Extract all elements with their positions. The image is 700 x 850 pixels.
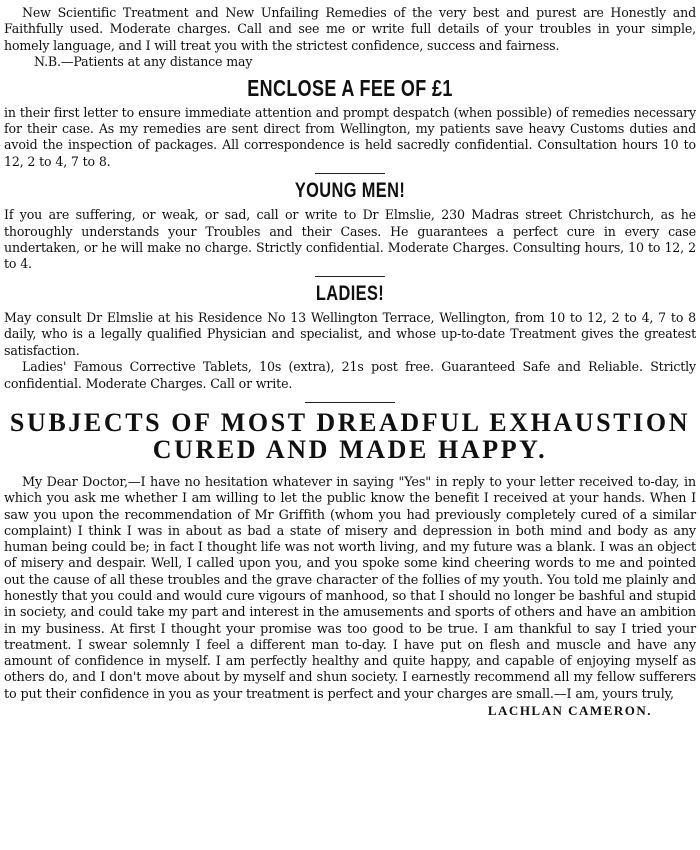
intro-paragraph: New Scientific Treatment and New Unfailing Remedies of the very best and purest are Honestly and Faithfully used. Moderate charges. Call and see me or write full details of your troubles in your simple, homely language, and I will treat you with the strictest confidence, success and fairness. xyxy=(4,5,696,53)
fee-paragraph: in their first letter to ensure immediate attention and prompt despatch (when possible) of remedies necessary for their case. As my remedies are sent direct from Wellington, my patients save heavy Customs duties and avoid the inspection of packages. All correspondence is held sacredly confidential. Consultation hours 10 to 12, 2 to 4, 7 to 8. xyxy=(4,104,696,169)
young-men-heading: YOUNG MEN! xyxy=(294,179,406,203)
nb-note: N.B.—Patients at any distance may xyxy=(34,54,253,70)
testimonial-title-line1: SUBJECTS OF MOST DREADFUL EXHAUSTION xyxy=(9,407,691,437)
young-men-paragraph: If you are suffering, or weak, or sad, call or write to Dr Elmslie, 230 Madras street Christchurch, as he thoroughly understands your Troubles and their Cases. He guarantees a perfect cure in every case undertaken, or he will make no charge. Strictly confidential. Moderate Charges. Consulting hours, 10 to 12, 2 to 4. xyxy=(4,207,696,272)
ladies-tablets-paragraph: Ladies' Famous Corrective Tablets, 10s (extra), 21s post free. Guaranteed Safe and Reliable. Strictly confidential. Moderate Charges. Call or write. xyxy=(4,359,696,391)
section-divider-rule xyxy=(305,402,395,403)
ladies-paragraph: May consult Dr Elmslie at his Residence No 13 Wellington Terrace, Wellington, from 10 to 12, 2 to 4, 7 to 8 daily, who is a legally qualified Physician and specialist, and whose up-to-date Treatment gives the greatest satisfaction. xyxy=(4,309,696,358)
testimonial-letter: My Dear Doctor,—I have no hesitation whatever in saying "Yes" in reply to your letter received to-day, in which you ask me whether I am willing to let the public know the benefit I received at your hands. When I saw you upon the recommendation of Mr Griffith (whom you had previously completely cured of a similar complaint) I think I was in about as bad a state of misery and depression in both mind and body as any human being could be; in fact I thought life was not worth living, and my future was a blank. I was an object of misery and despair. Well, I called upon you, and you spoke some kind cheering words to me and pointed out the cause of all these troubles and the grave character of the follies of my youth. You told me plainly and honestly that you could and would cure vigours of manhood, so that I should no longer be bashful and stupid in society, and could take my part and interest in the amusements and sports of others and have an ambition in my business. At first I thought your promise was too good to be true. I am thankful to say I tried your treatment. I swear solemnly I feel a different man to-day. I have put on flesh and muscle and have any amount of confidence in myself. I am perfectly healthy and quite happy, and capable of enjoying myself as others do, and I don't move about by myself and shun society. I earnestly recommend all my fellow sufferers to put their confidence in you as your treatment is perfect and your charges are small.—I am, yours truly, xyxy=(4,474,696,702)
testimonial-title-line2: CURED AND MADE HAPPY. xyxy=(152,434,548,464)
divider-rule xyxy=(315,173,385,174)
ladies-heading: LADIES! xyxy=(315,281,385,305)
divider-rule xyxy=(315,276,385,277)
fee-heading: ENCLOSE A FEE OF £1 xyxy=(247,74,453,101)
testimonial-signature: LACHLAN CAMERON. xyxy=(487,703,652,719)
